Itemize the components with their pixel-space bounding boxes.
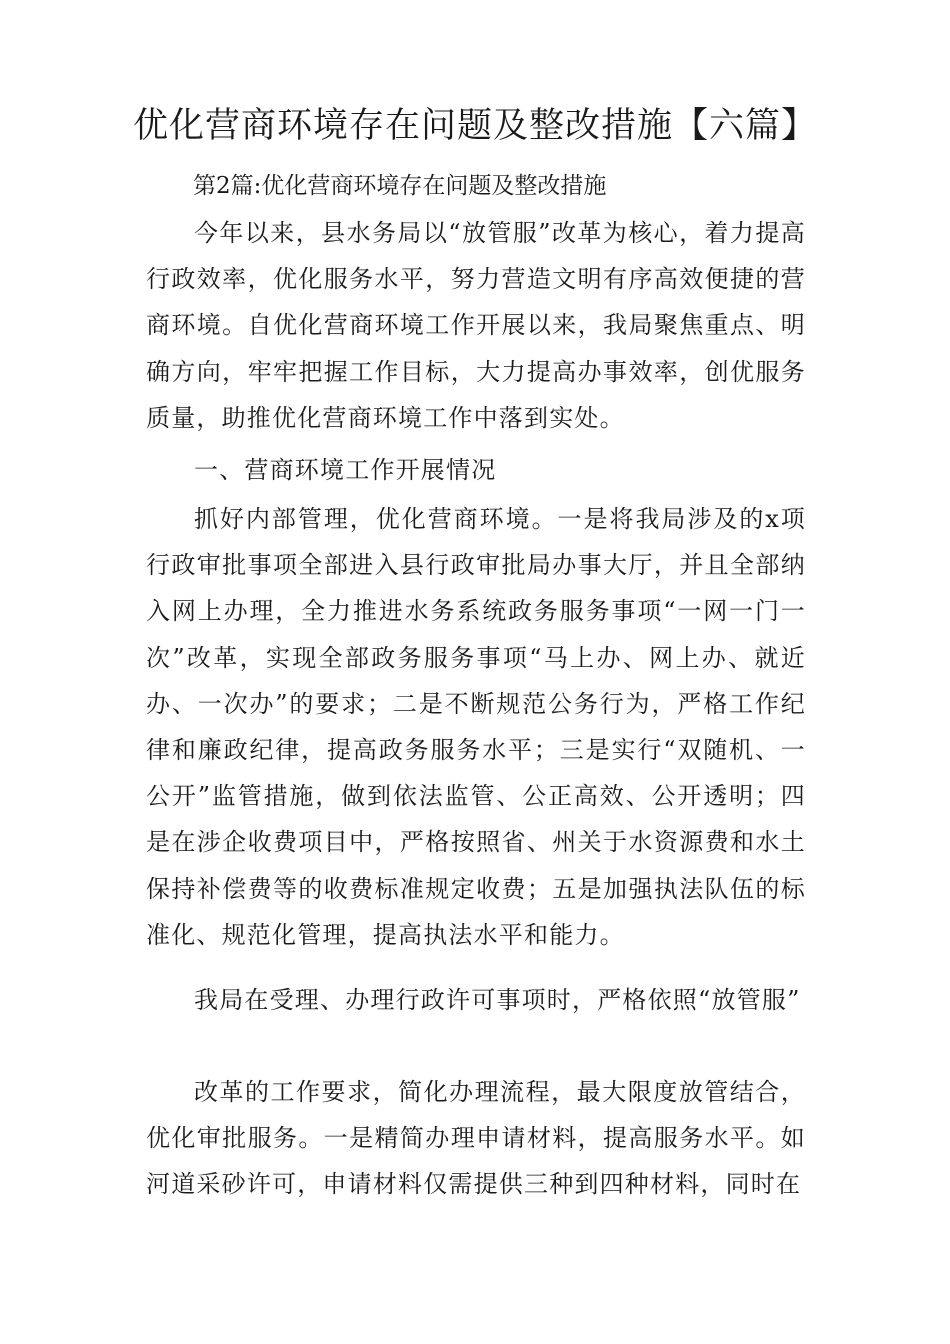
paragraph-intro: 今年以来，县水务局以“放管服”改革为核心，着力提高行政效率，优化服务水平，努力营造文明有序高效便捷的营商环境。自优化营商环境工作开展以来，我局聚焦重点、明确方向，牢牢把握工作目标，大力提高办事效率，创优服务质量，助推优化营商环境工作中落到实处。 bbox=[146, 219, 806, 432]
paragraph-internal-management: 抓好内部管理，优化营商环境。一是将我局涉及的x项行政审批事项全部进入县行政审批局办事大厅，并且全部纳入网上办理，全力推进水务系统政务服务事项“一网一门一次”改革，实现全部政务服务事项“马上办、网上办、就近办、一次办”的要求；二是不断规范公务行为，严格工作纪律和廉政纪律，提高政务服务水平；三是实行“双随机、一公开”监管措施，做到依法监管、公正高效、公开透明；四是在涉企收费项目中，严格按照省、州关于水资源费和水土保持补偿费等的收费标准规定收费；五是加强执法队伍的标准化、规范化管理，提高执法水平和能力。 bbox=[146, 505, 806, 949]
paragraph-reform-requirements: 改革的工作要求，简化办理流程，最大限度放管结合，优化审批服务。一是精简办理申请材料，提高服务水平。如河道采砂许可，申请材料仅需提供三种到四种材料，同时在 bbox=[146, 1078, 806, 1199]
section-heading: 一、营商环境工作开展情况 bbox=[194, 456, 497, 484]
document-title: 优化营商环境存在问题及整改措施【六篇】 bbox=[132, 106, 817, 146]
paragraph-permit-handling: 我局在受理、办理行政许可事项时，严格依照“放管服” bbox=[194, 986, 801, 1014]
document-subtitle: 第2篇:优化营商环境存在问题及整改措施 bbox=[193, 173, 607, 199]
